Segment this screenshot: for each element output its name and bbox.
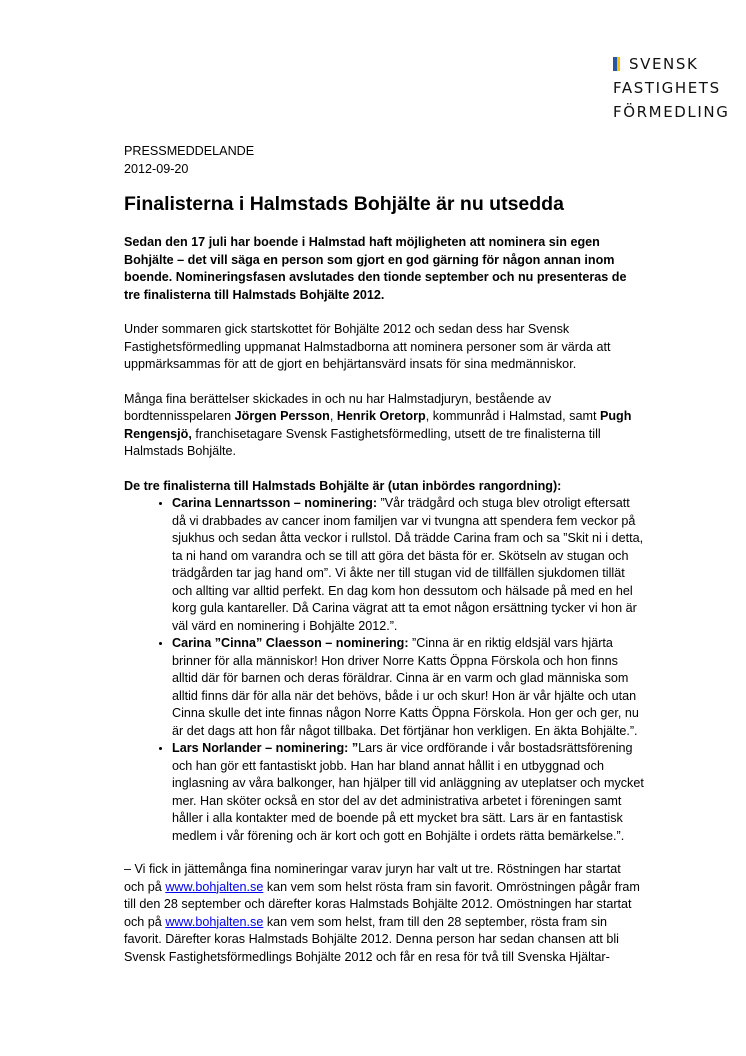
nomination-text: ”Vår trädgård och stuga blev otroligt eftersatt då vi drabbades av cancer inom familjen var vi tvungna att spendera fem veckor på sjukhus och sedan åtta veckor i rullstol. Då trädde Carina fram och sa ”Skit ni i detta, ta ni hand om varandra och se till att göra det bästa för er. Skötseln av stugan och trädgården tar jag hand om”. Vi åkte ner till stugan vid de tillfällen sjukdomen tillät och allting var alltid perfekt. En dag kom hon dessutom och hälsade på med en hel korg gula kantareller. Då Carina vägrat att ta emot någon ersättning tycker vi hon är väl värd en nominering i Bohjälte 2012.”. bbox=[172, 496, 644, 633]
finalist-name: Lars Norlander – nominering: ” bbox=[172, 741, 359, 755]
bohjalten-link[interactable]: www.bohjalten.se bbox=[165, 914, 264, 929]
nomination-text: Lars är vice ordförande i vår bostadsrättsförening och han gör ett fantastiskt jobb. Han har bland annat hållit i en utbyggnad och inglasning av våra balkonger, han hjälper till vid anläggning av uteplatser och mycket mer. Han sköter också en stor del av det administrativa arbetet i föreningen samt håller i alla kontakter med de boende på ett mycket bra sätt. Lars är en fantastisk medlem i vår förening och är kort och gott en Bohjälte i ordets rätta bemärkelse.”. bbox=[172, 741, 644, 843]
swedish-flag-icon bbox=[613, 57, 624, 71]
logo-text-fastighets: FASTIGHETS bbox=[613, 79, 721, 97]
page-title: Finalisterna i Halmstads Bohjälte är nu utsedda bbox=[124, 193, 564, 215]
closing-paragraph: – Vi fick in jättemånga fina nomineringar varav juryn har valt ut tre. Röstningen har startat och på www.bohjalten.se kan vem som helst rösta fram sin favorit. Omröstningen pågår fram till den 28 september och därefter koras Halmstads Bohjälte 2012. Omöstningen har startat och på www.bohjalten.se kan vem som helst, fram till den 28 september, rösta fram sin favorit. Därefter koras Halmstads Bohjälte 2012. Denna person har sedan chansen att bli Svensk Fastighetsförmedlings Bohjälte 2012 och får en resa för två till Svenska Hjältar- bbox=[124, 862, 640, 964]
doc-date: 2012-09-20 bbox=[124, 161, 189, 176]
finalists-list bbox=[124, 495, 644, 845]
lead-paragraph: Sedan den 17 juli har boende i Halmstad haft möjligheten att nominera sin egen Bohjälte – det vill säga en person som gjort en god gärning för någon annan inom boende. Nomineringsfasen avslutades den tionde september och nu presenteras de tre finalisterna till Halmstads Bohjälte 2012. bbox=[124, 235, 627, 302]
nomination-text: ”Cinna är en riktig eldsjäl vars hjärta brinner för alla människor! Hon driver Norre Katts Öppna Förskola och hon finns alltid där för barnen och deras föräldrar. Cinna är en varm och glad människa som alltid finns där för alla när det behövs, både i ur och skur! Hon är vår hjälte och utan Cinna skulle det inte finnas någon Norre Katts Öppna Förskola. Hon ger och ger, nu är det dags att hon får något tillbaka. Det förtjänar hon verkligen. En äkta Bohjälte.”. bbox=[172, 636, 639, 738]
press-release-body bbox=[124, 143, 644, 983]
list-item bbox=[172, 740, 644, 845]
paragraph-2: Många fina berättelser skickades in och nu har Halmstadjuryn, bestående av bordtennisspelaren Jörgen Persson, Henrik Oretorp, kommunråd i Halmstad, samt Pugh Rengensjö, franchisetagare Svensk Fastighetsförmedling, utsett de tre finalisterna till Halmstads Bohjälte. bbox=[124, 391, 632, 458]
company-logo bbox=[613, 52, 729, 124]
jury-name-1: Jörgen Persson bbox=[234, 409, 330, 423]
list-item bbox=[172, 495, 644, 635]
logo-text-svensk: SVENSK bbox=[629, 55, 699, 73]
list-item bbox=[172, 635, 644, 740]
finalists-heading: De tre finalisterna till Halmstads Bohjälte är (utan inbördes rangordning): bbox=[124, 478, 562, 493]
finalist-name: Carina ”Cinna” Claesson – nominering: bbox=[172, 636, 413, 650]
doc-type: PRESSMEDDELANDE bbox=[124, 144, 255, 158]
paragraph-1: Under sommaren gick startskottet för Bohjälte 2012 och sedan dess har Svensk Fastighetsförmedling uppmanat Halmstadborna att nominera personer som är värda att uppmärksammas för att de gjort en behjärtansvärd insats för sina medmänniskor. bbox=[124, 322, 611, 371]
finalist-name: Carina Lennartsson – nominering: bbox=[172, 496, 381, 510]
jury-name-2: Henrik Oretorp bbox=[336, 409, 426, 423]
jury-name-3: Pugh Rengensjö, bbox=[124, 409, 632, 441]
logo-row-1 bbox=[613, 52, 729, 76]
bohjalten-link[interactable]: www.bohjalten.se bbox=[165, 879, 264, 894]
logo-text-formedling: FÖRMEDLING bbox=[613, 103, 730, 121]
